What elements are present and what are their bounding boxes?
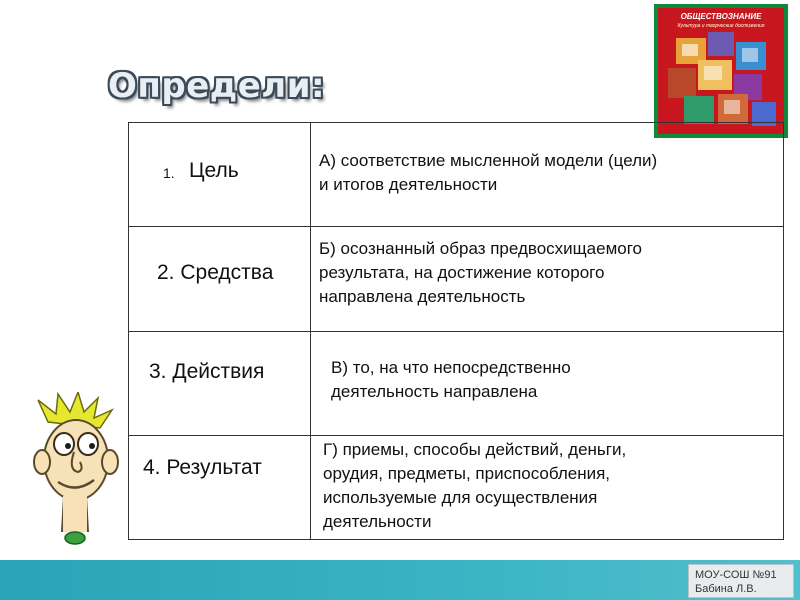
- author-footer: [688, 564, 794, 598]
- definition-2-line-3: направлена деятельность: [319, 287, 526, 306]
- term-cell-2: [129, 227, 311, 332]
- definition-1-line-2: и итогов деятельности: [319, 175, 498, 194]
- slide-title: Определи:: [108, 66, 326, 106]
- term-1: Цель: [189, 159, 239, 182]
- matching-table: [128, 122, 784, 540]
- definition-2: [319, 237, 642, 309]
- definition-1: [319, 149, 657, 197]
- cartoon-character-illustration: [28, 392, 120, 560]
- definition-2-line-1: Б) осознанный образ предвосхищаемого: [319, 239, 642, 258]
- definition-4-line-2: орудия, предметы, приспособления,: [323, 464, 611, 483]
- term-cell-3: [129, 332, 311, 436]
- definition-4-line-4: деятельности: [323, 512, 432, 531]
- textbook-cover: [658, 8, 784, 134]
- term-4: 4. Результат: [143, 456, 262, 479]
- definition-4-line-3: используемые для осуществления: [323, 488, 598, 507]
- definition-3: [331, 356, 571, 404]
- term-cell-4: [129, 436, 311, 539]
- cubes-illustration: [658, 28, 784, 134]
- definition-1-line-1: А) соответствие мысленной модели (цели): [319, 151, 658, 170]
- definition-4-line-1: Г) приемы, способы действий, деньги,: [323, 440, 627, 459]
- definition-cell-2: [311, 227, 783, 332]
- author-name: Бабина Л.В.: [695, 583, 757, 595]
- textbook-cover-image: [654, 4, 788, 138]
- term-number-1: 1.: [163, 165, 175, 181]
- term-3: 3. Действия: [149, 360, 265, 383]
- term-2: 2. Средства: [157, 261, 274, 284]
- textbook-title: ОБЩЕСТВОЗНАНИЕ: [680, 12, 762, 21]
- definition-cell-1: [311, 123, 783, 227]
- school-label: МОУ-СОШ №91: [695, 569, 777, 581]
- definition-3-line-1: В) то, на что непосредственно: [331, 358, 571, 377]
- definition-cell-4: [311, 436, 783, 539]
- textbook-subtitle: Культура и творческие достижения: [677, 23, 765, 29]
- definition-4: [323, 438, 626, 534]
- term-cell-1: [129, 123, 311, 227]
- definition-3-line-2: деятельность направлена: [331, 382, 538, 401]
- bottom-bar: [0, 560, 800, 600]
- definition-cell-3: [311, 332, 783, 436]
- definition-2-line-2: результата, на достижение которого: [319, 263, 605, 282]
